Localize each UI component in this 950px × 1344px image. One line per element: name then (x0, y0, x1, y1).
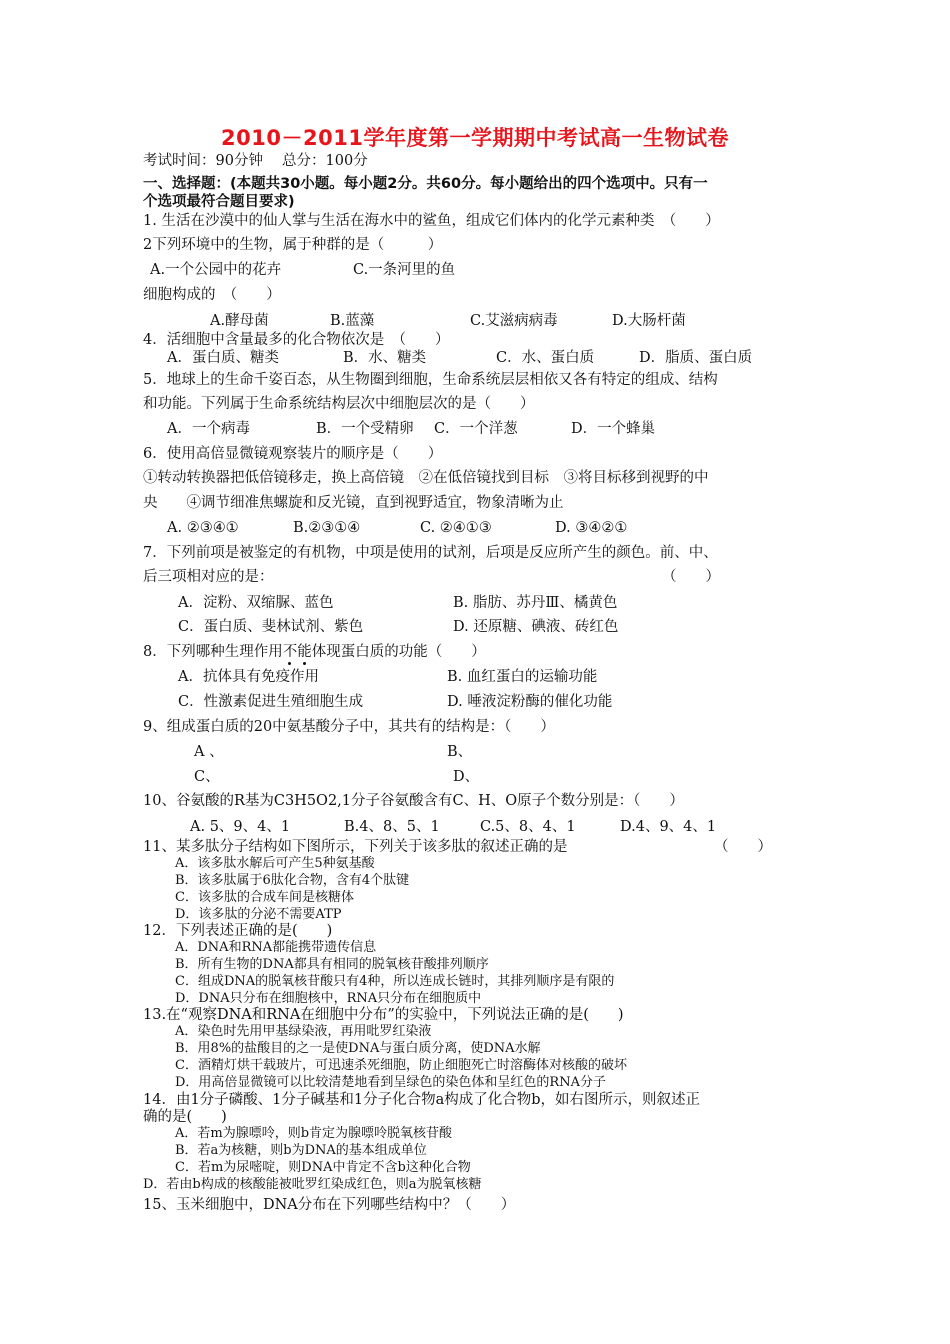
question-8-option-d: D. 唾液淀粉酶的催化功能 (447, 694, 613, 710)
question-7-answer-paren: （ ） (662, 569, 720, 585)
question-6-line2: ①转动转换器把低倍镜移走，换上高倍镜 ②在低倍镜找到目标 ③将目标移到视野的中 (143, 470, 709, 486)
question-12-option-d: D．DNA只分布在细胞核中，RNA只分布在细胞质中 (175, 991, 482, 1006)
question-8-option-b: B. 血红蛋白的运输功能 (447, 669, 598, 685)
question-11-option-b: B．该多肽属于6肽化合物，含有4个肽键 (175, 873, 410, 888)
question-13-option-b: B．用8%的盐酸目的之一是使DNA与蛋白质分离，使DNA水解 (175, 1041, 541, 1056)
question-10-option-a: A. 5、9、4、1 (190, 819, 291, 835)
question-14-option-c: C．若m为尿嘧啶，则DNA中肯定不含b这种化合物 (175, 1160, 471, 1175)
question-5-option-b: B．一个受精卵 (316, 421, 414, 437)
question-14-line2: 确的是( ) (143, 1109, 227, 1125)
question-4-option-d: D．脂质、蛋白质 (639, 350, 753, 366)
question-14-option-b: B．若a为核糖，则b为DNA的基本组成单位 (175, 1143, 427, 1158)
question-2-option-c: C.一条河里的鱼 (353, 262, 456, 278)
question-8-stem (143, 643, 486, 661)
section-heading-line1: 一、选择题：(本题共30小题。每小题2分。共60分。每小题给出的四个选项中。只有一 (143, 176, 708, 192)
question-3-option-c: C.艾滋病病毒 (470, 313, 558, 329)
question-11-option-d: D．该多肽的分泌不需要ATP (175, 907, 342, 922)
question-4-stem: 4．活细胞中含量最多的化合物依次是 （ ） (143, 332, 450, 348)
question-12-option-a: A．DNA和RNA都能携带遗传信息 (175, 940, 377, 955)
question-4-option-a: A．蛋白质、糖类 (167, 350, 279, 366)
question-4-option-c: C．水、蛋白质 (496, 350, 595, 366)
question-8-emphasis-2: 能 (297, 644, 312, 660)
question-11-option-c: C．该多肽的合成车间是核糖体 (175, 890, 354, 905)
question-12-stem: 12．下列表述正确的是( ) (143, 923, 333, 939)
question-11-answer-paren: （ ） (714, 839, 772, 855)
question-14-option-d: D．若由b构成的核酸能被吡罗红染成红色，则a为脱氧核糖 (143, 1177, 482, 1192)
question-9-option-b: B、 (447, 744, 473, 760)
question-14-option-a: A．若m为腺嘌呤，则b肯定为腺嘌呤脱氧核苷酸 (175, 1126, 453, 1141)
question-10-option-b: B.4、8、5、1 (344, 819, 440, 835)
question-2-option-a: A.一个公园中的花卉 (150, 262, 282, 278)
question-7-option-b: B. 脂肪、苏丹Ⅲ、橘黄色 (453, 595, 618, 611)
question-7-option-d: D. 还原糖、碘液、砖红色 (453, 619, 619, 635)
question-13-option-d: D．用高倍显微镜可以比较清楚地看到呈绿色的染色体和呈红色的RNA分子 (175, 1075, 606, 1090)
question-12-option-b: B．所有生物的DNA都具有相同的脱氧核苷酸排列顺序 (175, 957, 489, 972)
question-7-line2: 后三项相对应的是： (143, 569, 274, 585)
exam-title: 2010－2011学年度第一学期期中考试高一生物试卷 (221, 126, 729, 150)
question-3-option-d: D.大肠杆菌 (612, 313, 686, 329)
section-heading-line2: 个选项最符合题目要求) (143, 194, 295, 210)
question-5-line1: 5．地球上的生命千姿百态，从生物圈到细胞，生命系统层层相依又各有特定的组成、结构 (143, 372, 718, 388)
question-12-option-c: C．组成DNA的脱氧核苷酸只有4种，所以连成长链时，其排列顺序是有限的 (175, 974, 615, 989)
question-9-option-a: A 、 (194, 744, 224, 760)
question-10-option-d: D.4、9、4、1 (620, 819, 717, 835)
question-5-option-a: A．一个病毒 (167, 421, 250, 437)
question-5-option-d: D．一个蜂巢 (571, 421, 656, 437)
exam-info: 考试时间：90分钟 总分：100分 (143, 153, 368, 169)
question-6-line3: 央 ④调节细准焦螺旋和反光镜，直到视野适宜，物象清晰为止 (143, 495, 564, 511)
question-9-option-c: C、 (194, 769, 220, 785)
question-8-option-c: C．性激素促进生殖细胞生成 (178, 694, 364, 710)
question-7-line1: 7．下列前项是被鉴定的有机物，中项是使用的试剂，后项是反应所产生的颜色。前、中、 (143, 545, 718, 561)
question-5-option-c: C．一个洋葱 (434, 421, 518, 437)
question-15-stem: 15、玉米细胞中，DNA分布在下列哪些结构中？（ ） (143, 1197, 516, 1213)
question-8-option-a: A．抗体具有免疫作用 (178, 669, 319, 685)
question-3-option-b: B.蓝藻 (330, 313, 375, 329)
question-11-stem: 11、某多肽分子结构如下图所示，下列关于该多肽的叙述正确的是 (143, 839, 568, 855)
question-6-option-d: D. ③④②① (555, 520, 628, 536)
question-6-option-a: A. ②③④① (167, 520, 239, 536)
question-13-stem: 13.在“观察DNA和RNA在细胞中分布”的实验中，下列说法正确的是( ) (143, 1007, 624, 1023)
question-13-option-a: A．染色时先用甲基绿染液，再用吡罗红染液 (175, 1024, 432, 1039)
question-3-stem: 细胞构成的 （ ） (143, 287, 281, 303)
question-14-line1: 14．由1分子磷酸、1分子碱基和1分子化合物a构成了化合物b，如右图所示，则叙述正 (143, 1092, 701, 1108)
question-6-stem: 6．使用高倍显微镜观察装片的顺序是（ ） (143, 446, 443, 462)
question-2-stem: 2下列环境中的生物，属于种群的是（ ） (143, 237, 443, 253)
question-11-option-a: A．该多肽水解后可产生5种氨基酸 (175, 856, 375, 871)
question-7-option-c: C．蛋白质、斐林试剂、紫色 (178, 619, 364, 635)
question-10-stem: 10、谷氨酸的R基为C3H5O2,1分子谷氨酸含有C、H、O原子个数分别是：（ ） (143, 793, 684, 809)
question-7-option-a: A．淀粉、双缩脲、蓝色 (178, 595, 334, 611)
question-9-stem: 9、组成蛋白质的20中氨基酸分子中，其共有的结构是：（ ） (143, 719, 555, 735)
question-13-option-c: C．酒精灯烘干载玻片，可迅速杀死细胞，防止细胞死亡时溶酶体对核酸的破坏 (175, 1058, 627, 1073)
question-8-stem-pre: 8．下列哪种生理作用 (143, 644, 283, 660)
question-3-option-a: A.酵母菌 (210, 313, 269, 329)
question-6-option-c: C. ②④①③ (420, 520, 492, 536)
question-9-option-d: D、 (453, 769, 480, 785)
question-8-emphasis-1: 不 (282, 644, 298, 660)
question-4-option-b: B．水、糖类 (343, 350, 427, 366)
question-6-option-b: B.②③①④ (293, 520, 361, 536)
question-5-line2: 和功能。下列属于生命系统结构层次中细胞层次的是（ ） (143, 396, 535, 412)
question-10-option-c: C.5、8、4、1 (480, 819, 576, 835)
question-8-stem-post: 体现蛋白质的功能（ ） (311, 644, 486, 660)
question-1: 1. 生活在沙漠中的仙人掌与生活在海水中的鲨鱼，组成它们体内的化学元素种类 （ ） (143, 213, 720, 229)
